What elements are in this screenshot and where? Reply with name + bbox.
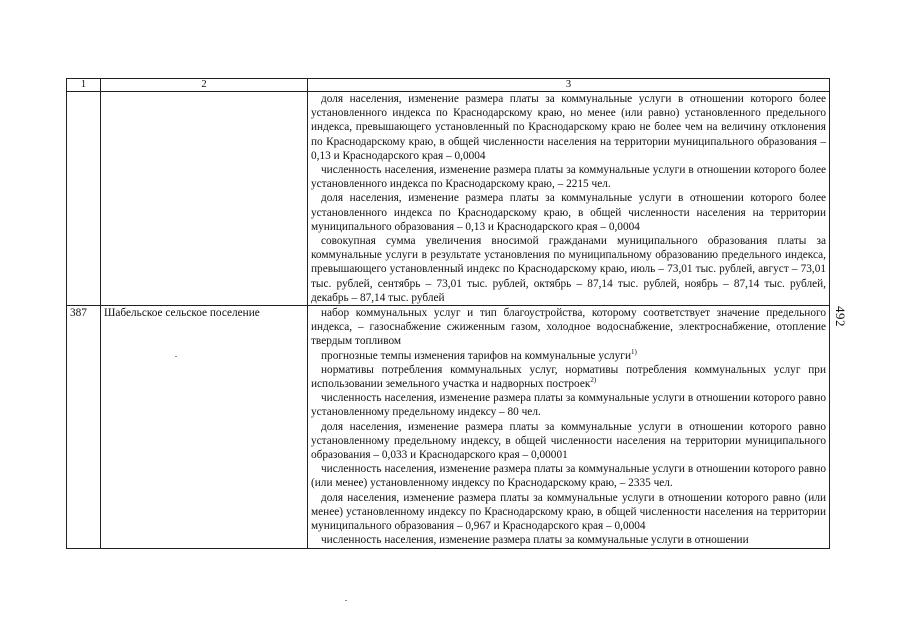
paragraph: прогнозные темпы изменения тарифов на коммунальные услуги$^{1)}$ <box>321 347 637 362</box>
paragraph: доля населения, изменение размера платы за коммунальные услуги в отношении которого равно установленному предельному индексу, в общей численности населения на территории муниципального образования – 0,033 и Краснодарского края – 0,00001 <box>311 420 826 462</box>
paragraph: численность населения, изменение размера платы за коммунальные услуги в отношении которого равно установленному предельному индексу – 80 чел. <box>311 392 826 419</box>
row-number-cell <box>67 92 101 306</box>
row-content-cell <box>308 306 830 548</box>
header-col-2: 2 <box>101 79 308 92</box>
row-name-cell <box>101 92 308 306</box>
row-content-cell <box>308 92 830 306</box>
footnote-ref: 2) <box>590 376 597 385</box>
table-header-row <box>67 79 830 92</box>
page-number: 492 <box>833 306 848 327</box>
header-col-3: 3 <box>308 79 830 92</box>
row-number: 387 <box>67 306 101 548</box>
scan-artifact <box>175 356 177 357</box>
paragraph: численность населения, изменение размера платы за коммунальные услуги в отношении <box>321 534 749 547</box>
paragraph: численность населения, изменение размера платы за коммунальные услуги в отношении которого равно (или менее) установленному индексу по Краснодарскому краю, – 2335 чел. <box>311 463 826 490</box>
tariff-table <box>66 78 830 549</box>
table-row-387 <box>67 306 830 548</box>
paragraph: численность населения, изменение размера платы за коммунальные услуги в отношении которого более установленного индекса по Краснодарскому краю, – 2215 чел. <box>311 164 826 191</box>
table-row-continued <box>67 92 830 306</box>
footnote-ref: 1) <box>631 347 637 356</box>
paragraph: совокупная сумма увеличения вносимой гражданами муниципального образования платы за коммунальные услуги в результате установления по муниципальному образованию предельного индекса, превышающего установленный индекс по Краснодарскому краю, июль – 73,01 тыс. рублей, август – 73,01 тыс. рублей, сентябрь – 73,01 тыс. рублей, октябрь – 87,14 тыс. рублей, ноябрь – 87,14 тыс. рублей, декабрь – 87,14 тыс. рублей <box>311 235 826 304</box>
paragraph: доля населения, изменение размера платы за коммунальные услуги в отношении которого равно (или менее) установленному индексу по Краснодарскому краю, в общей численности населения на территории муниципального образования – 0,967 и Краснодарского края – 0,0004 <box>311 491 826 533</box>
paragraph: доля населения, изменение размера платы за коммунальные услуги в отношении которого более установленного индекса по Краснодарскому краю, но менее (или равно) установленного предельного индекса, превышающего установленный по Краснодарскому краю не более чем на величину отклонения по Краснодарскому краю, в общей численности населения на территории муниципального образования – 0,13 и Краснодарского края – 0,0004 <box>311 93 826 162</box>
settlement-name: Шабельское сельское поселение <box>101 306 308 548</box>
paragraph: набор коммунальных услуг и тип благоустройства, которому соответствует значение предельного индекса, – газоснабжение сжиженным газом, холодное водоснабжение, электроснабжение, отопление твердым топливом <box>311 307 826 348</box>
paragraph: нормативы потребления коммунальных услуг, нормативы потребления коммунальных услуг при использовании земельного участка и надворных построек$^{2)}$ <box>311 363 826 391</box>
header-col-1: 1 <box>67 79 101 92</box>
scan-artifact <box>345 600 347 601</box>
paragraph: доля населения, изменение размера платы за коммунальные услуги в отношении которого более установленного индекса по Краснодарскому краю, в общей численности населения на территории муниципального образования – 0,13 и Краснодарского края – 0,0004 <box>311 192 826 233</box>
